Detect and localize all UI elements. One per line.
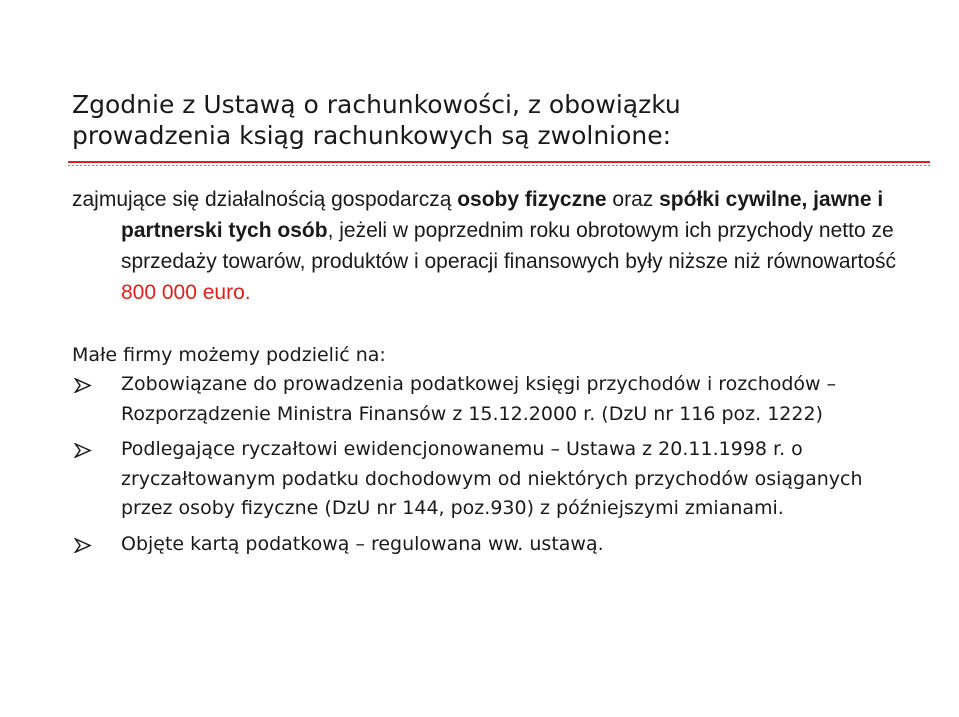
bullet-text: Podlegające ryczałtowi ewidencjonowanemu – Ustawa z 20.11.1998 r. o zryczałtowanym podatku dochodowym od niektórych przychodów osiąganych przez osoby fizyczne (DzU nr 144, poz.930) z późniejszymi zmianami. bbox=[121, 438, 863, 519]
intro-text-3: , jeżeli w poprzednim roku obrotowym ich przychody netto ze sprzedaży towarów, produktów i operacji finansowych były niższe niż równowartość bbox=[121, 219, 897, 273]
divider-dotted-line bbox=[68, 165, 930, 166]
intro-bold-1: osoby fizyczne bbox=[457, 188, 607, 211]
intro-text-2: oraz bbox=[606, 188, 660, 211]
divider-red-line bbox=[68, 161, 930, 163]
title-line-1: Zgodnie z Ustawą o rachunkowości, z obowiązku bbox=[72, 90, 681, 119]
arrowhead-outline-icon bbox=[74, 378, 92, 393]
list-item bbox=[72, 370, 902, 429]
intro-amount: 800 000 euro. bbox=[121, 281, 251, 304]
title-divider bbox=[68, 161, 930, 167]
slide-title bbox=[72, 89, 892, 151]
title-line-2: prowadzenia ksiąg rachunkowych są zwolnione: bbox=[72, 121, 672, 150]
bullet-text: Zobowiązane do prowadzenia podatkowej księgi przychodów i rozchodów – Rozporządzenie Ministra Finansów z 15.12.2000 r. (DzU nr 116 poz. 1222) bbox=[121, 373, 837, 425]
list-item bbox=[72, 435, 902, 524]
list-item bbox=[72, 530, 902, 560]
arrowhead-outline-icon bbox=[74, 538, 92, 553]
arrowhead-outline-icon bbox=[74, 443, 92, 458]
bullet-list bbox=[72, 370, 902, 565]
subheading: Małe firmy możemy podzielić na: bbox=[72, 344, 386, 366]
intro-bold-2: spółki cywilne, jawne i partnerski tych osób bbox=[121, 188, 884, 242]
intro-paragraph bbox=[72, 184, 911, 308]
bullet-text: Objęte kartą podatkową – regulowana ww. ustawą. bbox=[121, 532, 604, 555]
intro-text-1: zajmujące się działalnością gospodarczą bbox=[72, 188, 458, 211]
